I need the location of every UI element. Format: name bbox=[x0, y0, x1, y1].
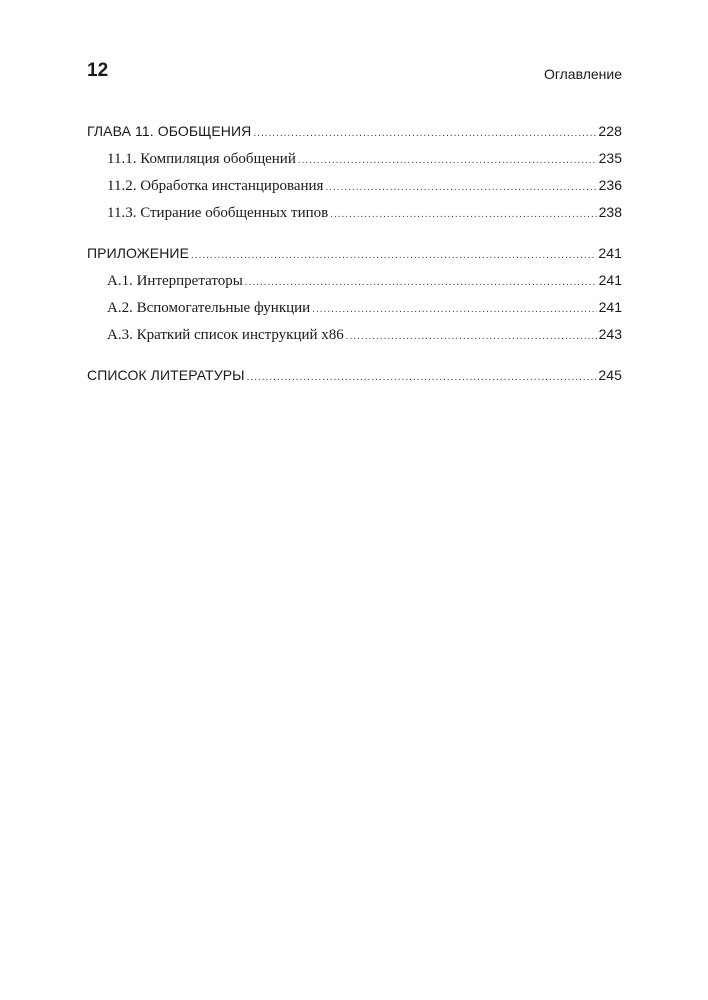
toc-entry-page: 236 bbox=[598, 177, 622, 193]
table-of-contents bbox=[87, 118, 622, 403]
toc-entry-title: 11.3. Стирание обобщенных типов bbox=[107, 205, 329, 221]
toc-entry-page: 235 bbox=[598, 150, 622, 166]
dot-leader bbox=[253, 120, 596, 147]
toc-entry-subsection bbox=[87, 199, 622, 226]
toc-entry-page: 241 bbox=[598, 245, 622, 261]
toc-entry-page: 245 bbox=[598, 367, 622, 383]
toc-entry-title: 11.2. Обработка инстанцирования bbox=[107, 178, 324, 194]
toc-entry-title: А.3. Краткий список инструкций x86 bbox=[107, 327, 344, 343]
toc-entry-subsection bbox=[87, 294, 622, 321]
toc-entry-title: А.2. Вспомогательные функции bbox=[107, 300, 311, 316]
dot-leader bbox=[247, 364, 597, 391]
toc-entry-page: 241 bbox=[598, 299, 622, 315]
toc-entry-chapter bbox=[87, 362, 622, 389]
toc-entry-title: А.1. Интерпретаторы bbox=[107, 273, 243, 289]
toc-section-chapter-11 bbox=[87, 118, 622, 226]
dot-leader bbox=[191, 242, 596, 269]
toc-section-appendix bbox=[87, 240, 622, 348]
toc-entry-chapter bbox=[87, 118, 622, 145]
dot-leader bbox=[330, 201, 596, 228]
dot-leader bbox=[346, 323, 597, 350]
toc-entry-title: СПИСОК ЛИТЕРАТУРЫ bbox=[87, 367, 245, 383]
toc-entry-page: 241 bbox=[598, 272, 622, 288]
toc-entry-page: 228 bbox=[598, 123, 622, 139]
toc-entry-page: 243 bbox=[598, 326, 622, 342]
dot-leader bbox=[312, 296, 596, 323]
toc-entry-title: ПРИЛОЖЕНИЕ bbox=[87, 245, 190, 261]
toc-entry-subsection bbox=[87, 172, 622, 199]
toc-entry-chapter bbox=[87, 240, 622, 267]
page-number: 12 bbox=[87, 60, 109, 81]
toc-entry-title: 11.1. Компиляция обобщений bbox=[107, 151, 296, 167]
toc-entry-title: ГЛАВА 11. ОБОБЩЕНИЯ bbox=[87, 123, 252, 139]
toc-entry-subsection bbox=[87, 145, 622, 172]
dot-leader bbox=[298, 147, 597, 174]
running-head: Оглавление bbox=[543, 66, 622, 82]
toc-entry-page: 238 bbox=[598, 204, 622, 220]
dot-leader bbox=[325, 174, 596, 201]
toc-entry-subsection bbox=[87, 267, 622, 294]
toc-section-bibliography bbox=[87, 362, 622, 389]
dot-leader bbox=[245, 269, 597, 296]
toc-entry-subsection bbox=[87, 321, 622, 348]
